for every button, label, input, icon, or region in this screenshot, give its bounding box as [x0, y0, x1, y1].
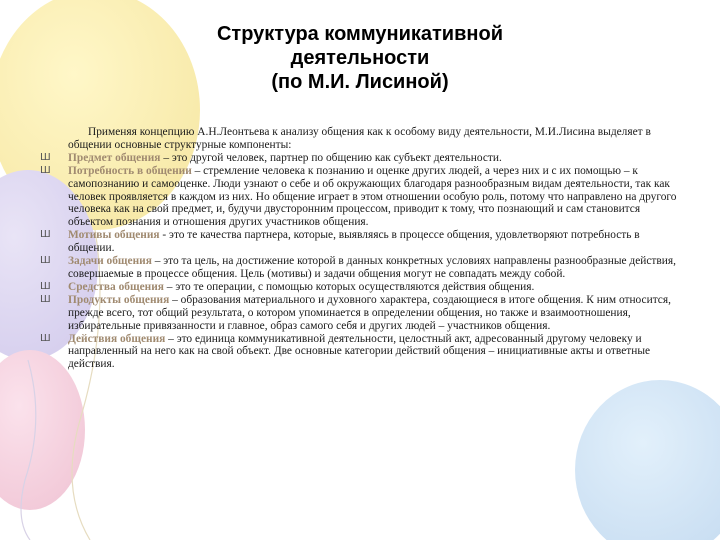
intro-paragraph: Применяя концепцию А.Н.Леонтьева к анализу общения как к особому виду деятельности, М.И.Лисина выделяет в общении основные структурные компоненты:: [68, 126, 651, 151]
title-line: (по М.И. Лисиной): [271, 71, 449, 93]
item-text: – это та цель, на достижение которой в данных конкретных условиях направлены разнообразные действия, совершаемые в процессе общения. Цель (мотивы) и задачи общения могут не совпадать между собой.: [68, 255, 676, 280]
item-text: - это те качества партнера, которые, выявляясь в процессе общения, удовлетворяют потребность в общении.: [68, 229, 640, 255]
item-term: Предмет общения: [68, 151, 161, 164]
list-item: [40, 281, 680, 294]
list-item: [40, 165, 680, 230]
bullet-icon: Ш: [40, 229, 51, 241]
bullet-icon: Ш: [40, 255, 51, 267]
list-item: [40, 333, 680, 372]
bullet-icon: Ш: [40, 332, 51, 344]
list-item: [40, 255, 680, 281]
item-text: – образования материального и духовного характера, создающиеся в итоге общения. К ним относится, прежде всего, тот общий результата, о котором упоминается в определении общения, но также и взаимоотношения, избирательные привязанности и главное, образ самого себя и других людей – участников общения.: [68, 293, 671, 332]
item-text: – стремление человека к познанию и оценке других людей, а через них и с их помощью – к самопознанию и самооценке. Люди узнают о себе и об окружающих благодаря разнообразным видам деятельности, так как человек проявляется в каждом из них. Но общение играет в этом отношении особую роль, потому что направлено на другого человека как на свой предмет, и, будучи двусторонним процессом, приводит к тому, что познающий и сам становится объектом познания и отношения других участников общения.: [68, 164, 677, 229]
item-term: Задачи общения: [68, 255, 152, 268]
title-line: деятельности: [290, 47, 430, 69]
bullet-icon: Ш: [40, 293, 51, 305]
item-text: – это другой человек, партнер по общению как субъект деятельности.: [160, 151, 502, 164]
item-term: Мотивы общения: [68, 229, 160, 242]
item-text: – это те операции, с помощью которых осуществляются действия общения.: [163, 280, 535, 293]
bullet-icon: Ш: [40, 280, 51, 292]
list-item: [40, 294, 680, 333]
slide-title: [150, 22, 570, 94]
item-term: Продукты общения: [68, 293, 170, 306]
list-item: [40, 152, 680, 165]
slide-body: [40, 126, 680, 371]
item-term: Действия общения: [68, 332, 166, 345]
list-item: [40, 229, 680, 255]
item-term: Потребность в общении: [68, 164, 192, 177]
item-text: – это единица коммуникативной деятельности, целостный акт, адресованный другому человеку и направленный на него как на свой объект. Две основные категории действий общения – инициативные акты и ответные действия.: [68, 332, 651, 371]
item-term: Средства общения: [68, 280, 164, 293]
bullet-icon: Ш: [40, 164, 51, 176]
bullet-icon: Ш: [40, 151, 51, 163]
title-line: Структура коммуникативной: [216, 23, 503, 45]
balloon-blue: [575, 380, 720, 540]
